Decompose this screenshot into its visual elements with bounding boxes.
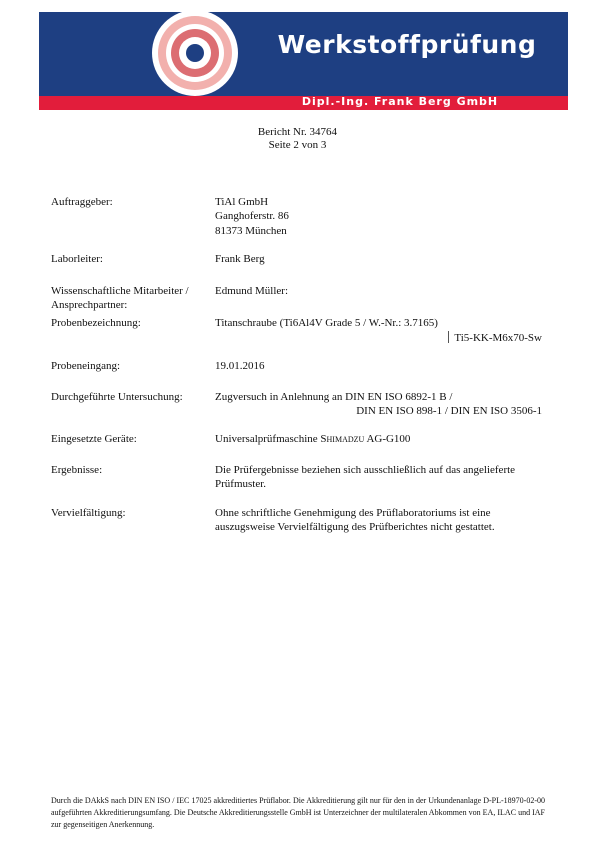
brand-subtitle: Dipl.-Ing. Frank Berg GmbH — [301, 95, 499, 108]
equipment-brand: Shimadzu — [320, 433, 365, 445]
target-bullseye — [186, 44, 204, 62]
brand-title: Werkstoffprüfung — [277, 30, 537, 59]
test-label: Durchgeführte Untersuchung: — [51, 391, 183, 403]
report-heading — [0, 126, 595, 152]
copying-line2: auszugsweise Vervielfältigung des Prüfberichtes nicht gestattet. — [215, 521, 495, 533]
equipment-label: Eingesetzte Geräte: — [51, 433, 137, 445]
test-line1: Zugversuch in Anlehnung an DIN EN ISO 6892-1 B / — [215, 391, 453, 403]
results-label: Ergebnisse: — [51, 464, 103, 476]
specimen-label: Probenbezeichnung: — [51, 317, 141, 329]
receipt-label: Probeneingang: — [51, 360, 121, 372]
test-line2: DIN EN ISO 898-1 / DIN EN ISO 3506-1 — [356, 405, 542, 417]
client-name: TiAl GmbH — [215, 196, 269, 208]
specimen-line2-wrap — [448, 331, 542, 345]
client-street: Ganghoferstr. 86 — [215, 210, 289, 222]
copying-line1: Ohne schriftliche Genehmigung des Prüflaboratoriums ist eine — [215, 507, 491, 519]
target-icon — [152, 10, 238, 96]
text-cursor-icon — [448, 331, 449, 343]
lab-head-label: Laborleiter: — [51, 253, 103, 265]
staff-value: Edmund Müller: — [215, 285, 289, 297]
specimen-line1: Titanschraube (Ti6Al4V Grade 5 / W.-Nr.: 3.7165) — [215, 317, 438, 329]
results-line1: Die Prüfergebnisse beziehen sich ausschließlich auf das angelieferte — [215, 464, 516, 476]
client-label: Auftraggeber: — [51, 196, 113, 208]
copying-label: Vervielfältigung: — [51, 507, 126, 519]
results-line2: Prüfmuster. — [215, 478, 267, 490]
equipment-model: AG-G100 — [364, 433, 411, 445]
equipment-prefix: Universalprüfmaschine — [215, 433, 321, 445]
lab-head-value: Frank Berg — [215, 253, 265, 265]
receipt-value: 19.01.2016 — [215, 360, 265, 372]
staff-label-line1: Wissenschaftliche Mitarbeiter / — [51, 285, 189, 297]
staff-label-line2: Ansprechpartner: — [51, 299, 128, 311]
equipment-value — [215, 433, 410, 446]
client-city: 81373 München — [215, 225, 287, 237]
report-page: Seite 2 von 3 — [268, 139, 327, 151]
specimen-line2: Ti5-KK-M6x70-Sw — [454, 332, 542, 344]
report-number: Bericht Nr. 34764 — [257, 126, 338, 138]
accreditation-footer: Durch die DAkkS nach DIN EN ISO / IEC 17025 akkreditiertes Prüflabor. Die Akkreditierung gilt nur für den in der Urkundenanlage D-PL-18970-02-00 aufgeführten Akkreditierungsumfang. Die Deutsche Akkreditierungsstelle GmbH ist Unterzeichner der multilateralen Abkommen von EA, ILAC und IAF zur gegenseitigen Anerkennung. — [51, 796, 545, 829]
